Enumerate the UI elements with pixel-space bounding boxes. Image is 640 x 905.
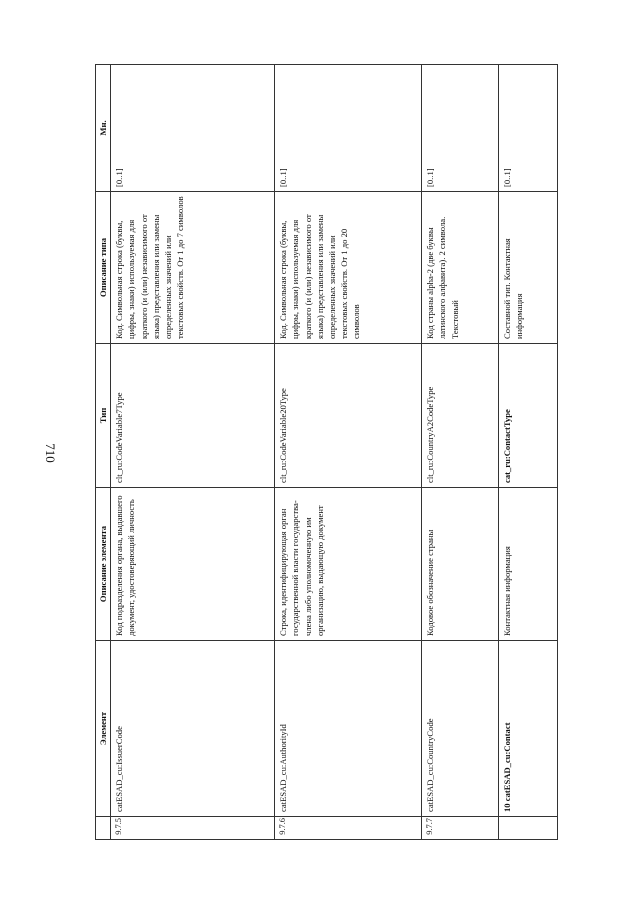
header-multiplicity: Мн. bbox=[96, 65, 111, 192]
row-type-description: Код. Символьная строка (буквы, цифры, знаки) используемая для краткого (и (или) независимого от языка) представления или замены определенных значений или текстовых свойств. От 1 до 7 символов bbox=[111, 192, 275, 344]
row-element-name: catESAD_cu:Contact bbox=[502, 722, 513, 802]
row-type: clt_ru:CountryA2CodeType bbox=[422, 344, 499, 488]
page-number: 710 bbox=[43, 443, 58, 463]
table-header-row bbox=[96, 65, 111, 840]
header-element-description: Описание элемента bbox=[96, 488, 111, 641]
row-number-inline: 10 bbox=[502, 803, 513, 812]
row-element-description: Строка, идентифицирующая орган государственной власти государства-члена либо уполномоченную им организацию, выдающую документ bbox=[275, 488, 422, 641]
row-element: catESAD_cu:CountryCode bbox=[422, 641, 499, 817]
row-element: catESAD_cu:AuthorityId bbox=[275, 641, 422, 817]
row-element-description: Кодовое обозначение страны bbox=[422, 488, 499, 641]
header-number bbox=[96, 817, 111, 840]
row-type: cat_ru:ContactType bbox=[499, 344, 558, 488]
table-row bbox=[275, 65, 422, 840]
element-table bbox=[95, 64, 558, 840]
row-type: clt_ru:CodeVariable20Type bbox=[275, 344, 422, 488]
row-number: 9.7.6 bbox=[275, 817, 422, 840]
row-multiplicity: [0..1] bbox=[275, 65, 422, 192]
row-element: catESAD_cu:IssuerCode bbox=[111, 641, 275, 817]
row-type: clt_ru:CodeVariable7Type bbox=[111, 344, 275, 488]
rotated-table-container bbox=[95, 65, 540, 840]
table-row bbox=[111, 65, 275, 840]
row-element bbox=[499, 641, 558, 817]
row-multiplicity: [0..1] bbox=[111, 65, 275, 192]
header-type: Тип bbox=[96, 344, 111, 488]
row-element-description: Код подразделения органа, выдавшего документ, удостоверяющий личность bbox=[111, 488, 275, 641]
row-type-description: Код. Символьная строка (буквы, цифры, знаки) используемая для краткого (и (или) независимого от языка) представления или замены определенных значений или текстовых свойств. От 1 до 20 символов bbox=[275, 192, 422, 344]
table-row bbox=[422, 65, 499, 840]
header-element: Элемент bbox=[96, 641, 111, 817]
row-multiplicity: [0..1] bbox=[499, 65, 558, 192]
row-number: 9.7.7 bbox=[422, 817, 499, 840]
row-multiplicity: [0..1] bbox=[422, 65, 499, 192]
row-element-description: Контактная информация bbox=[499, 488, 558, 641]
table-row bbox=[499, 65, 558, 840]
row-number: 9.7.5 bbox=[111, 817, 275, 840]
row-type-description: Составной тип. Контактная информация bbox=[499, 192, 558, 344]
row-number-cell bbox=[499, 817, 558, 840]
row-type-description: Код страны alpha-2 (две буквы латинского алфавита). 2 символа. Текстовый bbox=[422, 192, 499, 344]
header-type-description: Описание типа bbox=[96, 192, 111, 344]
